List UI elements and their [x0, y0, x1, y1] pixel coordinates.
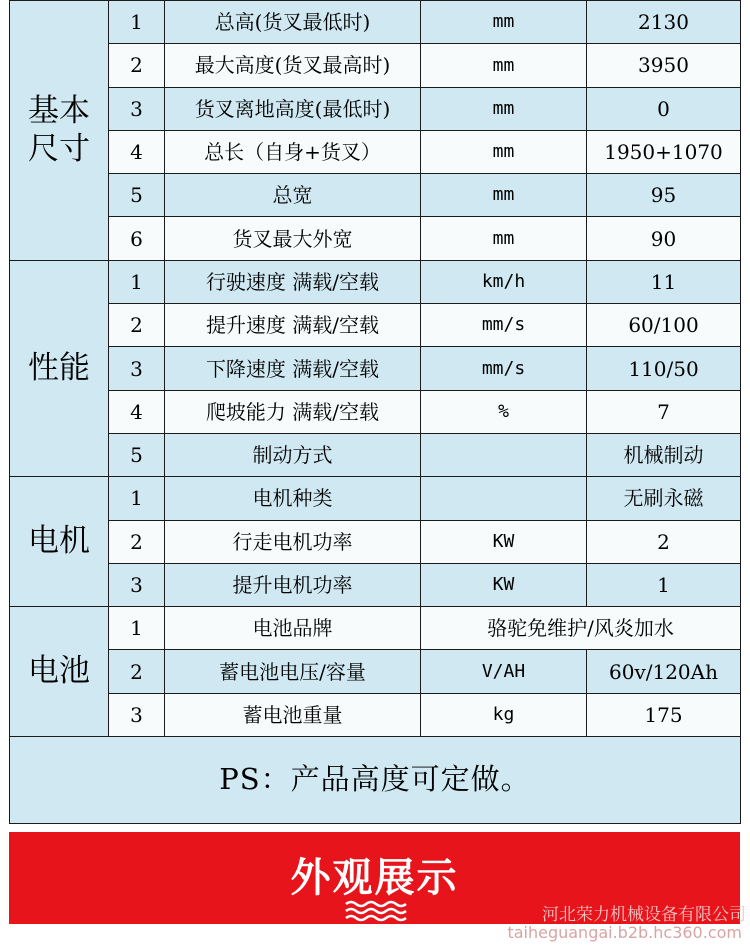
item-name: 总长（自身+货叉）: [165, 130, 421, 173]
table-row: [10, 520, 741, 563]
item-unit: mm/s: [421, 304, 587, 347]
table-row: [10, 390, 741, 433]
row-number: 2: [109, 304, 165, 347]
item-value: 110/50: [587, 347, 741, 390]
item-value: 3950: [587, 44, 741, 87]
row-number: 1: [109, 260, 165, 303]
item-unit: km/h: [421, 260, 587, 303]
item-value: 1950+1070: [587, 130, 741, 173]
row-number: 2: [109, 44, 165, 87]
table-row: [10, 130, 741, 173]
table-row: [10, 44, 741, 87]
item-name: 制动方式: [165, 433, 421, 476]
row-number: 1: [109, 1, 165, 44]
table-row: [10, 477, 741, 520]
row-number: 1: [109, 477, 165, 520]
row-number: 2: [109, 650, 165, 693]
item-value: 0: [587, 87, 741, 130]
item-name: 货叉最大外宽: [165, 217, 421, 260]
company-name: 河北荣力机械设备有限公司: [542, 905, 746, 925]
row-number: 3: [109, 693, 165, 736]
spec-table: [9, 0, 741, 824]
table-row: [10, 607, 741, 650]
item-name: 电池品牌: [165, 607, 421, 650]
item-name: 蓄电池重量: [165, 693, 421, 736]
item-unit: mm: [421, 44, 587, 87]
row-number: 4: [109, 130, 165, 173]
table-row: [10, 563, 741, 606]
row-number: 1: [109, 607, 165, 650]
wave-icon: [344, 898, 414, 924]
table-row: [10, 693, 741, 736]
item-name: 电机种类: [165, 477, 421, 520]
merged-value: 骆驼免维护/风炎加水: [421, 607, 741, 650]
item-value: 2: [587, 520, 741, 563]
table-row: [10, 87, 741, 130]
item-unit: V/AH: [421, 650, 587, 693]
item-unit: kg: [421, 693, 587, 736]
group-label-dimensions: 基本尺寸: [10, 1, 109, 261]
item-value: 95: [587, 174, 741, 217]
table-row: [10, 650, 741, 693]
item-unit: mm/s: [421, 347, 587, 390]
table-row: [10, 217, 741, 260]
item-value: 90: [587, 217, 741, 260]
row-number: 3: [109, 87, 165, 130]
item-unit: mm: [421, 87, 587, 130]
item-unit: KW: [421, 520, 587, 563]
item-unit: KW: [421, 563, 587, 606]
row-number: 6: [109, 217, 165, 260]
item-unit: [421, 477, 587, 520]
note-row: [10, 737, 741, 824]
row-number: 4: [109, 390, 165, 433]
item-unit: mm: [421, 217, 587, 260]
row-number: 3: [109, 347, 165, 390]
group-label-battery: 电池: [10, 607, 109, 737]
item-value: 无刷永磁: [587, 477, 741, 520]
item-name: 提升速度 满载/空载: [165, 304, 421, 347]
table-row: [10, 304, 741, 347]
item-name: 提升电机功率: [165, 563, 421, 606]
item-name: 货叉离地高度(最低时): [165, 87, 421, 130]
item-name: 行走电机功率: [165, 520, 421, 563]
item-value: 1: [587, 563, 741, 606]
item-name: 行驶速度 满载/空载: [165, 260, 421, 303]
item-value: 11: [587, 260, 741, 303]
item-name: 最大高度(货叉最高时): [165, 44, 421, 87]
row-number: 2: [109, 520, 165, 563]
item-unit: mm: [421, 130, 587, 173]
site-watermark: taiheguangai.b2b.hc360.com: [507, 923, 742, 942]
table-row: [10, 1, 741, 44]
table-row: [10, 260, 741, 303]
banner-title: 外观展示: [290, 855, 459, 901]
item-unit: %: [421, 390, 587, 433]
item-unit: mm: [421, 174, 587, 217]
item-value: 60v/120Ah: [587, 650, 741, 693]
table-row: [10, 433, 741, 476]
item-name: 下降速度 满载/空载: [165, 347, 421, 390]
item-value: 60/100: [587, 304, 741, 347]
table-row: [10, 347, 741, 390]
row-number: 5: [109, 433, 165, 476]
item-name: 总高(货叉最低时): [165, 1, 421, 44]
item-name: 爬坡能力 满载/空载: [165, 390, 421, 433]
group-label-performance: 性能: [10, 260, 109, 476]
item-name: 总宽: [165, 174, 421, 217]
item-unit: [421, 433, 587, 476]
row-number: 5: [109, 174, 165, 217]
item-name: 蓄电池电压/容量: [165, 650, 421, 693]
row-number: 3: [109, 563, 165, 606]
item-value: 7: [587, 390, 741, 433]
group-label-motor: 电机: [10, 477, 109, 607]
item-unit: mm: [421, 1, 587, 44]
note-text: PS：产品高度可定做。: [10, 737, 741, 824]
table-row: [10, 174, 741, 217]
item-value: 2130: [587, 1, 741, 44]
item-value: 机械制动: [587, 433, 741, 476]
item-value: 175: [587, 693, 741, 736]
